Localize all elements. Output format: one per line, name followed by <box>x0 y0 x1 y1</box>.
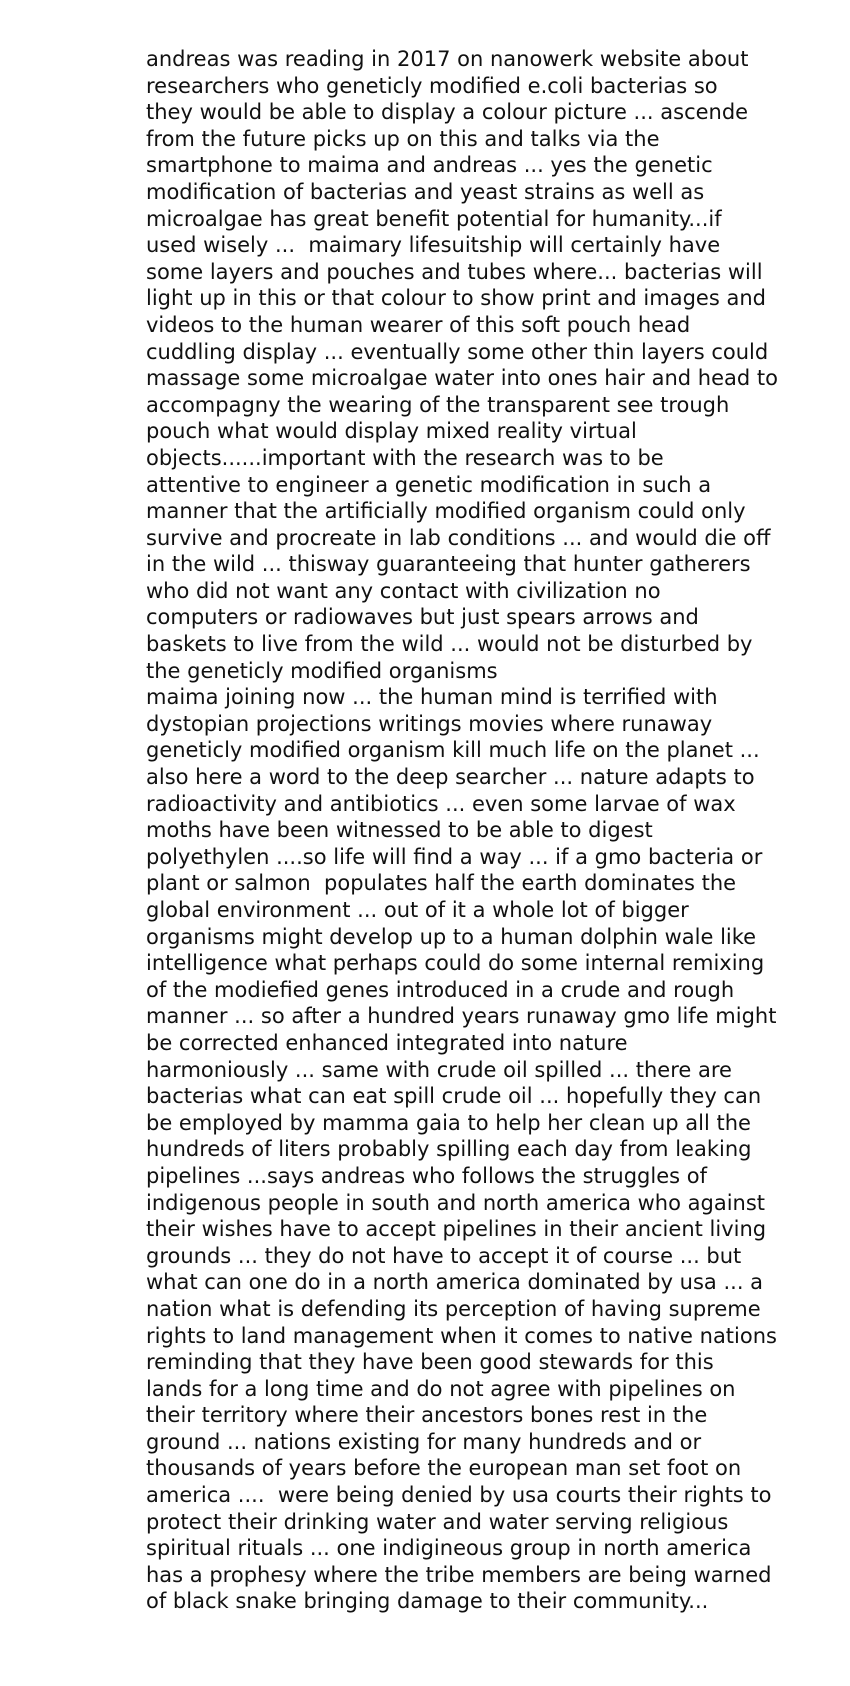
text-line: used wisely ... maimary lifesuitship will certainly have <box>146 233 721 258</box>
text-line: lands for a long time and do not agree with pipelines on <box>146 1376 736 1401</box>
text-line: some layers and pouches and tubes where... bacterias will <box>146 259 763 284</box>
text-line: thousands of years before the european man set foot on <box>146 1456 742 1481</box>
text-line: has a prophesy where the tribe members are being warned <box>146 1562 772 1587</box>
text-line: light up in this or that colour to show print and images and <box>146 286 766 311</box>
text-line: in the wild ... thisway guaranteeing that hunter gatherers <box>146 552 751 577</box>
text-line: intelligence what perhaps could do some internal remixing <box>146 951 765 976</box>
text-line: modification of bacterias and yeast strains as well as <box>146 179 705 204</box>
text-line: from the future picks up on this and talks via the <box>146 126 660 151</box>
text-line: researchers who geneticly modified e.coli bacterias so <box>146 73 718 98</box>
text-line: plant or salmon populates half the earth dominates the <box>146 871 737 896</box>
text-line: objects......important with the research was to be <box>146 445 664 470</box>
text-line: ground ... nations existing for many hundreds and or <box>146 1429 702 1454</box>
text-line: geneticly modified organism kill much life on the planet ... <box>146 738 760 763</box>
text-line: their territory where their ancestors bones rest in the <box>146 1403 708 1428</box>
text-line: polyethylen ....so life will find a way ... if a gmo bacteria or <box>146 844 763 869</box>
text-line: of the modiefied genes introduced in a crude and rough <box>146 977 735 1002</box>
text-line: computers or radiowaves but just spears arrows and <box>146 605 699 630</box>
text-line: nation what is defending its perception of having supreme <box>146 1296 761 1321</box>
text-line: global environment ... out of it a whole lot of bigger <box>146 898 689 922</box>
text-line: hundreds of liters probably spilling each day from leaking <box>146 1137 752 1162</box>
text-line: pouch what would display mixed reality virtual <box>146 419 637 444</box>
text-line: america .... were being denied by usa courts their rights to <box>146 1483 772 1508</box>
text-line: they would be able to display a colour picture ... ascende <box>146 100 749 125</box>
text-line: their wishes have to accept pipelines in their ancient living <box>146 1217 767 1242</box>
text-line: the geneticly modified organisms <box>146 658 498 683</box>
text-line: who did not want any contact with civilization no <box>146 578 661 603</box>
text-line: pipelines ...says andreas who follows the struggles of <box>146 1163 707 1188</box>
text-line: smartphone to maima and andreas ... yes the genetic <box>146 153 713 178</box>
text-line: protect their drinking water and water serving religious <box>146 1509 729 1534</box>
text-line: organisms might develop up to a human dolphin wale like <box>146 924 757 949</box>
text-line: andreas was reading in 2017 on nanowerk website about <box>146 47 749 71</box>
text-line: what can one do in a north america dominated by usa ... a <box>146 1270 764 1295</box>
text-line: manner ... so after a hundred years runaway gmo life might <box>146 1004 777 1029</box>
text-line: spiritual rituals ... one indigineous group in north america <box>146 1536 752 1561</box>
text-line: bacterias what can eat spill crude oil ... hopefully they can <box>146 1084 762 1109</box>
text-line: indigenous people in south and north america who against <box>146 1190 766 1215</box>
text-line: dystopian projections writings movies where runaway <box>146 711 713 736</box>
text-line: harmoniously ... same with crude oil spilled ... there are <box>146 1057 732 1082</box>
text-line: microalgae has great benefit potential for humanity...if <box>146 206 722 231</box>
text-line: of black snake bringing damage to their community... <box>146 1589 709 1614</box>
text-line: be corrected enhanced integrated into nature <box>146 1030 628 1055</box>
text-line: also here a word to the deep searcher ... nature adapts to <box>146 765 755 790</box>
text-line: cuddling display ... eventually some other thin layers could <box>146 339 769 364</box>
text-line: massage some microalgae water into ones hair and head to <box>146 366 778 391</box>
text-line: baskets to live from the wild ... would not be disturbed by <box>146 632 753 657</box>
text-line: grounds ... they do not have to accept it of course ... but <box>146 1243 742 1268</box>
text-line: maima joining now ... the human mind is terrified with <box>146 685 718 710</box>
text-line: rights to land management when it comes to native nations <box>146 1323 777 1348</box>
text-line: moths have been witnessed to be able to digest <box>146 818 653 843</box>
text-line: attentive to engineer a genetic modification in such a <box>146 472 712 497</box>
text-line: videos to the human wearer of this soft pouch head <box>146 312 691 337</box>
text-line: accompagny the wearing of the transparent see trough <box>146 392 730 417</box>
text-line: manner that the artificially modified organism could only <box>146 499 746 524</box>
text-line: radioactivity and antibiotics ... even some larvae of wax <box>146 791 736 816</box>
text-line: survive and procreate in lab conditions ... and would die off <box>146 525 771 550</box>
text-line: reminding that they have been good stewards for this <box>146 1350 714 1375</box>
body-text <box>146 46 778 1615</box>
text-line: be employed by mamma gaia to help her clean up all the <box>146 1110 751 1135</box>
